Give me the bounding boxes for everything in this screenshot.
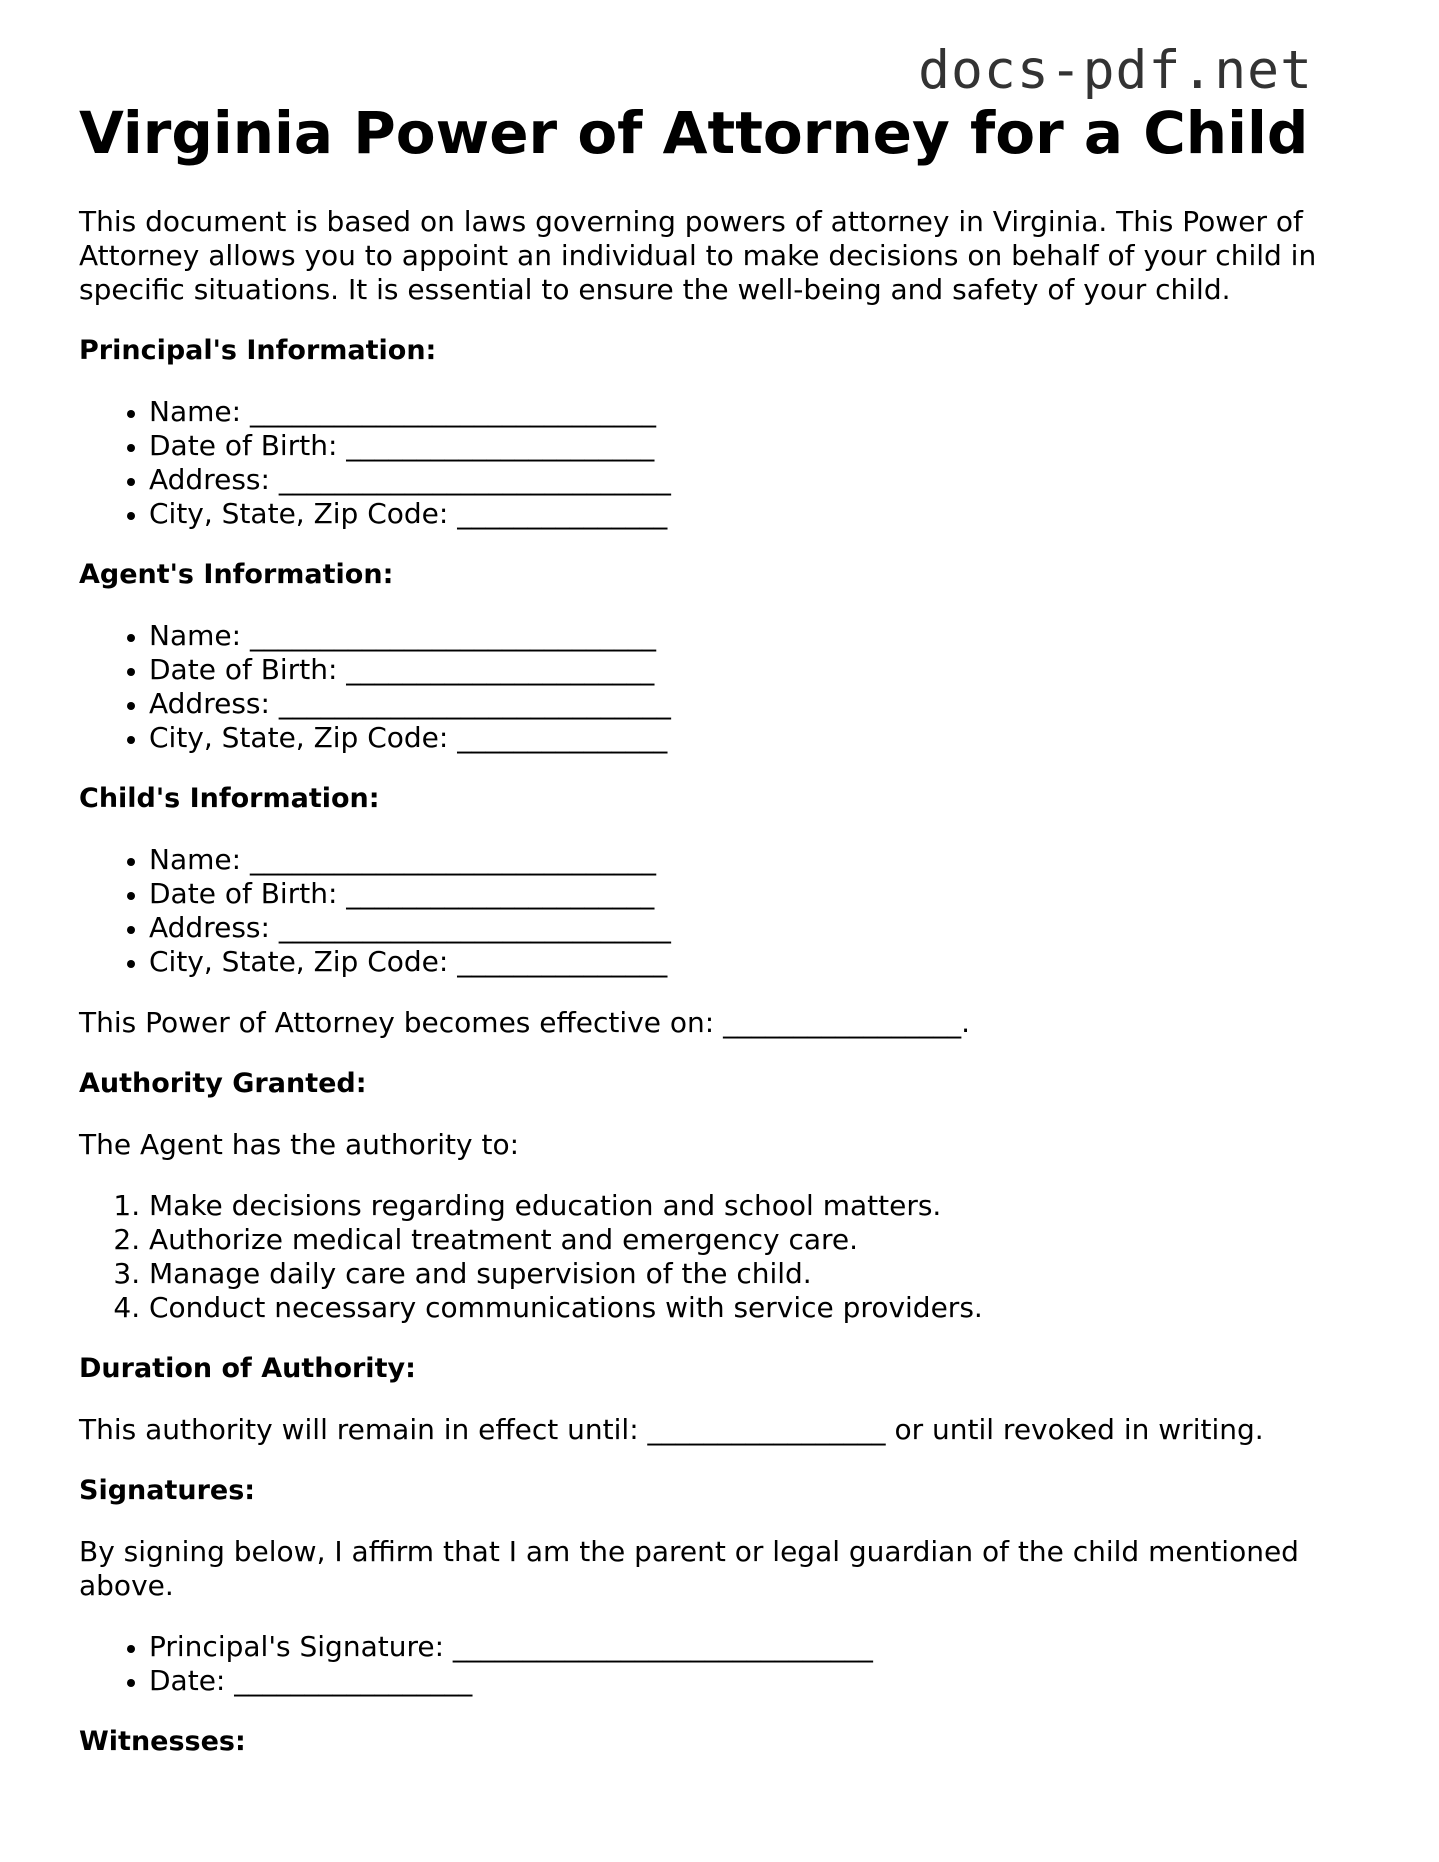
- principal-signature-field: • Principal's Signature: ______________________________: [149, 1630, 1369, 1664]
- principal-dob-field: • Date of Birth: ______________________: [149, 429, 1369, 463]
- agent-name-field: • Name: _____________________________: [149, 619, 1369, 653]
- document-title: Virginia Power of Attorney for a Child: [79, 99, 1309, 167]
- intro-paragraph: This document is based on laws governing powers of attorney in Virginia. This Power of Attorney allows you to appoint an individual to make decisions on behalf of your child in specific situations. It is essential to ensure the well-being and safety of your child.: [79, 205, 1317, 306]
- child-name-field: • Name: _____________________________: [149, 843, 1369, 877]
- effective-date-line: This Power of Attorney becomes effective on: _________________.: [79, 1006, 970, 1039]
- child-heading: Child's Information:: [79, 783, 380, 814]
- agent-address-field: • Address: ____________________________: [149, 687, 1369, 721]
- signatures-heading: Signatures:: [79, 1475, 256, 1506]
- principal-address-field: • Address: ____________________________: [149, 463, 1369, 497]
- principal-fields: [79, 395, 1369, 531]
- watermark: docs-pdf.net: [918, 40, 1313, 101]
- agent-heading: Agent's Information:: [79, 559, 394, 590]
- witnesses-heading: Witnesses:: [79, 1726, 246, 1757]
- authority-item: 2. Authorize medical treatment and emergency care.: [149, 1223, 1369, 1257]
- principal-city-field: • City, State, Zip Code: _______________: [149, 497, 1369, 531]
- duration-heading: Duration of Authority:: [79, 1353, 416, 1384]
- principal-heading: Principal's Information:: [79, 335, 437, 366]
- agent-city-field: • City, State, Zip Code: _______________: [149, 721, 1369, 755]
- child-address-field: • Address: ____________________________: [149, 911, 1369, 945]
- authority-intro: The Agent has the authority to:: [79, 1128, 520, 1161]
- authority-item: 3. Manage daily care and supervision of the child.: [149, 1257, 1369, 1291]
- authority-list: [79, 1189, 1369, 1325]
- signature-date-field: • Date: _________________: [149, 1664, 1369, 1698]
- agent-fields: [79, 619, 1369, 755]
- child-fields: [79, 843, 1369, 979]
- child-dob-field: • Date of Birth: ______________________: [149, 877, 1369, 911]
- authority-item: 1. Make decisions regarding education and school matters.: [149, 1189, 1369, 1223]
- authority-item: 4. Conduct necessary communications with service providers.: [149, 1291, 1369, 1325]
- authority-heading: Authority Granted:: [79, 1068, 367, 1099]
- document-body: [79, 205, 1369, 1786]
- signatures-text: By signing below, I affirm that I am the parent or legal guardian of the child mentioned above.: [79, 1535, 1299, 1602]
- duration-text: This authority will remain in effect until: _________________ or until revoked in writing.: [79, 1413, 1264, 1446]
- child-city-field: • City, State, Zip Code: _______________: [149, 945, 1369, 979]
- signature-fields: [79, 1630, 1369, 1698]
- principal-name-field: • Name: _____________________________: [149, 395, 1369, 429]
- agent-dob-field: • Date of Birth: ______________________: [149, 653, 1369, 687]
